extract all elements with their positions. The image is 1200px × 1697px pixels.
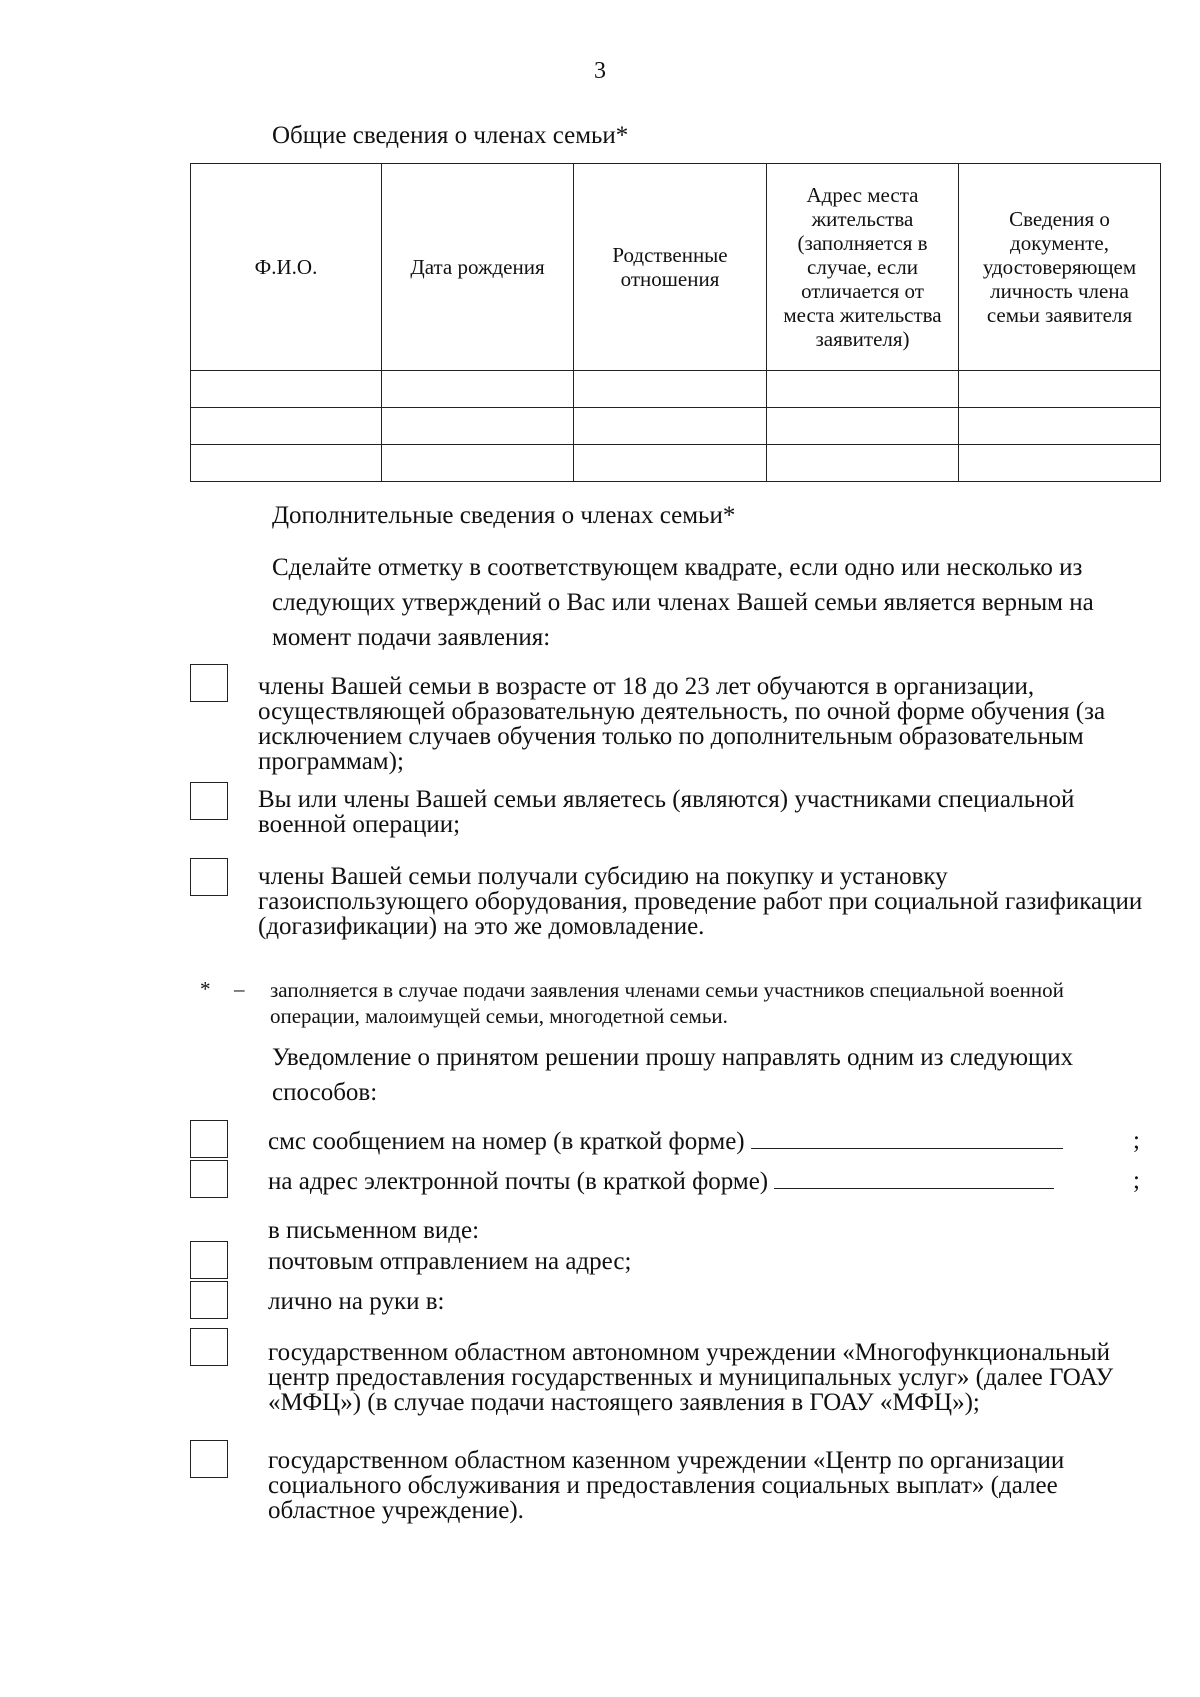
table-cell[interactable] xyxy=(191,445,382,482)
notify-post-label: почтовым отправлением на адрес; xyxy=(268,1248,632,1275)
email-semicolon: ; xyxy=(1133,1167,1140,1194)
table-cell[interactable] xyxy=(574,408,767,445)
table-cell[interactable] xyxy=(767,445,959,482)
option-gas-subsidy-label: члены Вашей семьи получали субсидию на покупку и установку газоиспользующего оборудования, проведение работ при социальной газификации (догазификации) на это же домовладение. xyxy=(258,863,1143,940)
email-address-field[interactable] xyxy=(774,1168,1054,1189)
notify-sms-checkbox[interactable] xyxy=(190,1120,228,1158)
table-cell[interactable] xyxy=(191,408,382,445)
option-gas-subsidy-checkbox[interactable] xyxy=(190,858,228,896)
table-row xyxy=(191,408,1161,445)
additional-info-intro: Сделайте отметку в соответствующем квадрате, если одно или несколько из следующих утверждений о Вас или членах Вашей семьи является верным на момент подачи заявления: xyxy=(272,554,1094,651)
family-members-table xyxy=(190,163,1161,482)
footnote-dash: – xyxy=(234,977,245,1001)
table-header-row xyxy=(191,164,1161,371)
table-cell[interactable] xyxy=(767,408,959,445)
notify-email-checkbox[interactable] xyxy=(190,1160,228,1198)
column-header-address: Адрес места жительства (заполняется в случае, если отличается от места жительства заявителя) xyxy=(767,164,959,371)
table-cell[interactable] xyxy=(959,371,1161,408)
notify-email-label: на адрес электронной почты (в краткой форме) xyxy=(268,1168,769,1195)
table-cell[interactable] xyxy=(382,408,574,445)
general-info-title: Общие сведения о членах семьи* xyxy=(272,122,629,149)
sms-semicolon: ; xyxy=(1133,1127,1140,1154)
table-row xyxy=(191,371,1161,408)
notify-in-person-label: лично на руки в: xyxy=(268,1288,445,1315)
option-svo-participant-label: Вы или члены Вашей семьи являетесь (являются) участниками специальной военной операции; xyxy=(258,786,1075,838)
notify-mfc-label: государственном областном автономном учреждении «Многофункциональный центр предоставления государственных и муниципальных услуг» (далее ГОАУ «МФЦ») (в случае подачи настоящего заявления в ГОАУ «МФЦ»); xyxy=(268,1339,1114,1416)
column-header-name: Ф.И.О. xyxy=(191,164,382,371)
table-cell[interactable] xyxy=(382,371,574,408)
footnote-marker: * xyxy=(200,977,211,1001)
additional-info-title: Дополнительные сведения о членах семьи* xyxy=(272,502,736,529)
notify-regional-center-checkbox[interactable] xyxy=(190,1440,228,1478)
table-row xyxy=(191,445,1161,482)
notify-post-checkbox[interactable] xyxy=(190,1241,228,1279)
written-form-label: в письменном виде: xyxy=(268,1217,480,1244)
phone-number-field[interactable] xyxy=(751,1128,1063,1149)
page-number: 3 xyxy=(594,58,606,84)
notify-email-row xyxy=(268,1168,1054,1194)
notification-intro: Уведомление о принятом решении прошу направлять одним из следующих способов: xyxy=(272,1044,1074,1106)
option-students-checkbox[interactable] xyxy=(190,664,228,702)
option-students-label: члены Вашей семьи в возрасте от 18 до 23 лет обучаются в организации, осуществляющей образовательную деятельность, по очной форме обучения (за исключением случаев обучения только по дополнительным образовательным программам); xyxy=(258,673,1106,775)
notify-mfc-checkbox[interactable] xyxy=(190,1328,228,1366)
notify-in-person-checkbox[interactable] xyxy=(190,1281,228,1319)
footnote-text: заполняется в случае подачи заявления членами семьи участников специальной военной операции, малоимущей семьи, многодетной семьи. xyxy=(270,978,1064,1028)
table-cell[interactable] xyxy=(959,408,1161,445)
column-header-identity-document: Сведения о документе, удостоверяющем личность члена семьи заявителя xyxy=(959,164,1161,371)
column-header-relationship: Родственные отношения xyxy=(574,164,767,371)
table-cell[interactable] xyxy=(191,371,382,408)
column-header-birth-date: Дата рождения xyxy=(382,164,574,371)
table-cell[interactable] xyxy=(767,371,959,408)
notify-sms-row xyxy=(268,1128,1063,1154)
table-cell[interactable] xyxy=(959,445,1161,482)
option-svo-participant-checkbox[interactable] xyxy=(190,782,228,820)
table-cell[interactable] xyxy=(574,371,767,408)
notify-sms-label: смс сообщением на номер (в краткой форме) xyxy=(268,1128,745,1155)
table-cell[interactable] xyxy=(574,445,767,482)
notify-regional-center-label: государственном областном казенном учреждении «Центр по организации социального обслуживания и предоставления социальных выплат» (далее областное учреждение). xyxy=(268,1447,1065,1524)
table-cell[interactable] xyxy=(382,445,574,482)
